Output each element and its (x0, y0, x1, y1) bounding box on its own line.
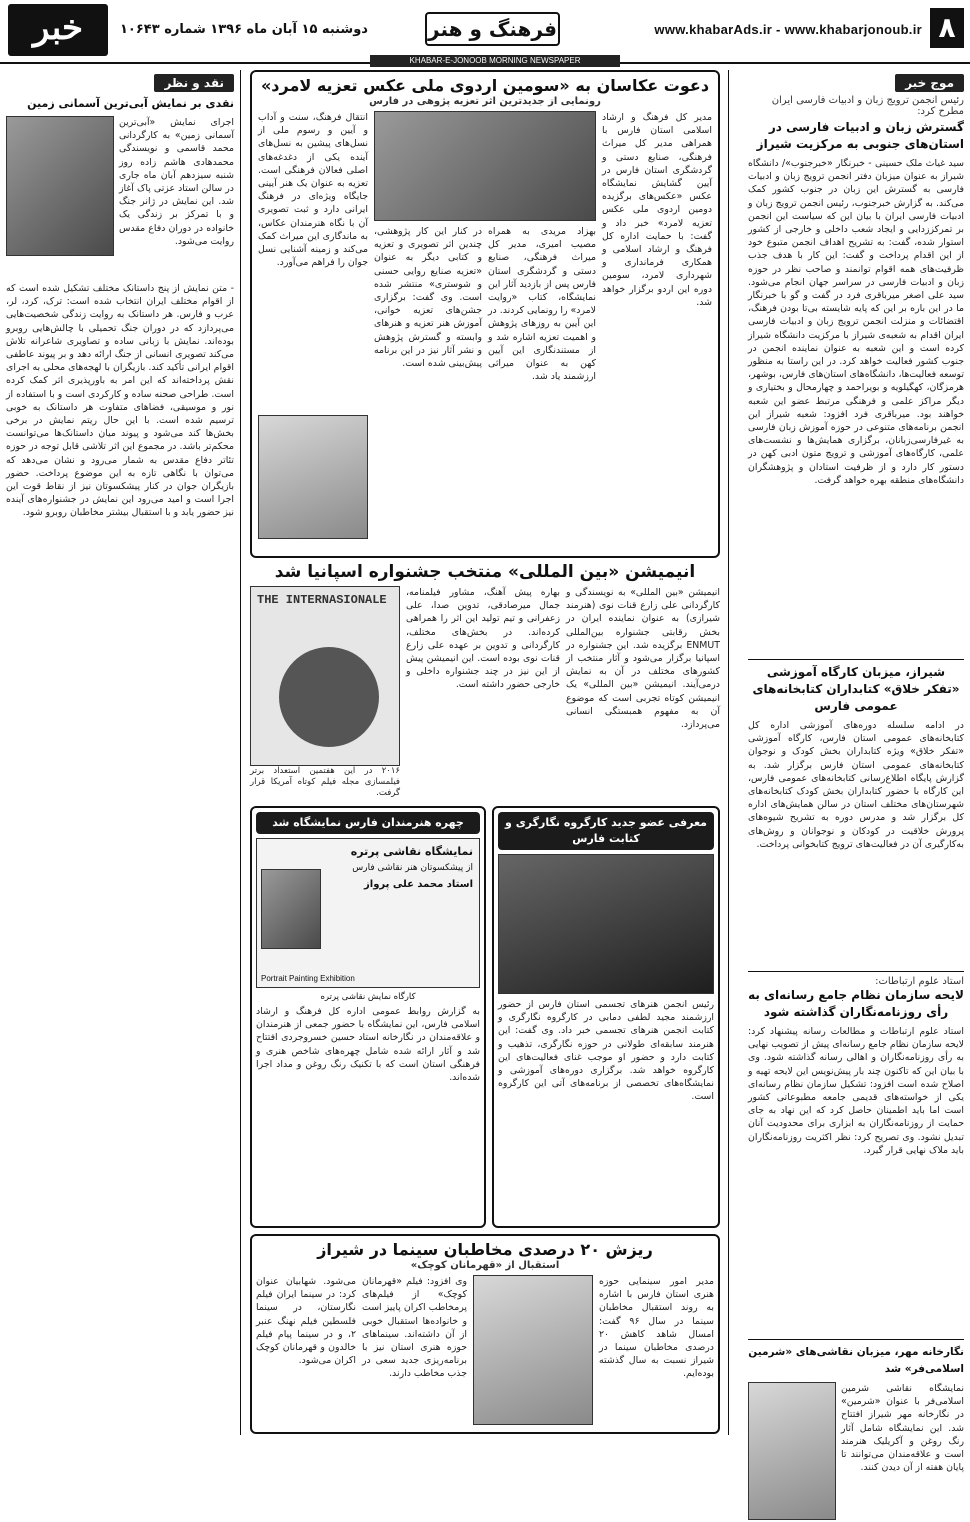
lead-group-photo (374, 111, 596, 221)
animation-headline: انیمیشن «بین المللی» منتخب جشنواره اسپانیا شد (274, 562, 696, 582)
poster-line2: از پیشکسوتان هنر نقاشی فارس (352, 863, 473, 873)
article-headline: گسترش زبان و ادبیات فارسی در استان‌های جنوبی به مرکزیت شیراز (756, 120, 964, 151)
cinema-headline: ریزش ۲۰ درصدی مخاطبان سینما در شیراز (317, 1240, 653, 1259)
lead-headline: دعوت عکاسان به «سومین اردوی ملی عکس تعزیه لامرد» (260, 76, 710, 95)
lead-body-d: انتقال فرهنگ، سنت و آداب و آیین و رسوم ملی از نسل‌های پیشین به نسل‌های آینده یکی از دغدغه‌های اصلی فعالان فرهنگی است. تعزیه به عنوان یک هنر آیینی جایگاه ویژه‌ای در فرهنگ ایرانی دارد و ثبت تصویری آن با نگاه هنرمندان عکاس، به ماندگاری این میراث کمک می‌کند و زمینه آشنایی نسل جوان را فراهم می‌آورد. (258, 112, 368, 269)
poster-english: Portrait Painting Exhibition (261, 974, 355, 983)
intro-title: معرفی عضو جدید کارگروه نگارگری و کتابت فارس (498, 812, 714, 850)
media-kicker: استاد علوم ارتباطات: (875, 976, 964, 987)
media-body: استاد علوم ارتباطات و مطالعات رسانه پیشنهاد کرد: لایحه سازمان نظام جامع رسانه‌ای پیش از تصویب نهایی به رأی روزنامه‌نگاران و اهالی رسانه گذاشته شود. وی با بیان این که تاکنون چند بار پیش‌نویس این لایحه تهیه و اصلاح شده است افزود: تشکیل سازمان نظام رسانه‌ای یکی از خواسته‌های قدیمی جامعه مطبوعاتی کشور است اما باید اطمینان حاصل کرد که این نهاد به جای حمایت از روزنامه‌نگاران به ابزاری برای محدودیت آنان تبدیل نشود. وی تصریح کرد: نظر اکثریت روزنامه‌نگاران باید ملاک نهایی قرار گیرد. (748, 1026, 964, 1156)
cinema-body-a: مدیر امور سینمایی حوزه هنری استان فارس با اشاره به روند استقبال مخاطبان سینما در سال ۹۶ گفت: امسال شاهد کاهش ۲۰ درصدی مخاطبان سینما در شیراز نسبت به سال گذشته بوده‌ایم. (599, 1276, 714, 1380)
portrait-thumb (261, 869, 321, 949)
workshop-headline: شیراز، میزبان کارگاه آموزشی «تفکر خلاق» کتابداران کتابخانه‌های عمومی فارس (752, 665, 960, 713)
right-column (748, 72, 964, 1474)
intro-body: رئیس انجمن هنرهای تجسمی استان فارس از حضور ارزشمند مجید لطفی دمابی در کارگروه نگارگری و کتابت انجمن هنرهای تجسمی خبر داد. وی گفت: این هنرمند سابقه‌ای طولانی در حوزه نگارگری، تذهیب و کتابت دارد و حضور او موجب غنای فعالیت‌های این کارگروه خواهد شد. برگزاری دوره‌های آموزشی و نمایشگاه‌های تخصصی از برنامه‌های آتی این کارگروه است. (498, 999, 714, 1103)
critique-body-b: - متن نمایش از پنج داستانک مختلف تشکیل شده است که از اقوام مختلف ایران انتخاب شده است: ترک، کرد، لر، عرب و فارس. هر داستانک به روایت زندگی شخصیت‌هایی می‌پردازد که در دوران جنگ تحمیلی با چالش‌هایی روبرو بوده‌اند. نمایش با زبانی ساده و تصاویری شاعرانه تلاش می‌کند تصویری انسانی از جنگ ارائه دهد و بر پیوند عاطفی اقوام ایرانی تأکید کند. بازیگران با لهجه‌های محلی به اجرای نقش پرداخته‌اند که این امر به باورپذیری اثر کمک کرده است. طراحی صحنه ساده و کارکردی است و با استفاده از نور و موسیقی، فضاهای متفاوت هر داستانک به خوبی ترسیم شده است. با این حال ریتم نمایش در برخی بخش‌ها کند می‌شود و پیوند میان داستانک‌ها می‌توانست محکم‌تر باشد. در مجموع این اثر تلاشی قابل توجه در حوزه تئاتر دفاع مقدس به شمار می‌رود و نشان می‌دهد که می‌توان با نگاهی تازه به این موضوع پرداخت. حضور بازیگران جوان در کنار پیشکسوتان نیز از نقاط قوت این اجرا است و امید می‌رود این نمایش در جشنواره‌های آینده نیز حضور یابد و با استقبال بیشتر مخاطبان روبرو شود. (6, 283, 234, 519)
media-headline: لایحه سازمان نظام جامع رسانه‌ای به رأی روزنامه‌نگاران گذاشته شود (748, 988, 964, 1019)
exhibition-poster (256, 838, 480, 988)
article-body: سید غیاث ملک حسینی - خبرنگار «خبرجنوب»/ دانشگاه شیراز به عنوان میزبان دفتر انجمن ترویج زبان و ادبیات فارسی به گسترش این زبان در جنوب کشور کمک می‌کند. به گزارش خبرجنوب، رئیس انجمن ترویج زبان و ادبیات فارسی ایران با بیان این که سیاست این انجمن بر تمرکززدایی و ایجاد شعب داخلی و خارجی از کشور استوار شده، گفت: به تشریح اهداف انجمن متبوع خود از این اقدام پرداخت و گفت: این کار با هدف جذب ظرفیت‌های همه اقوام توانمند و صاحب نظر در حوزه زبان و ادبیات فارسی در سراسر جهان انجام می‌شود. سید علی اصغر میرباقری فرد در گفت و گو با خبرنگار ما در این باره بر این که پایه شایسته بی‌تا بودن فرهنگ، اقتضائات و منزلت انجمن ترویج زبان و ادبیات فارسی ایران اقدام به شعبه‌ی شیراز با مرکزیت دانشگاه شیراز کرده است و این شعبه به عنوان نماینده انجمن در جنوب کشور فعالیت خواهد کرد. در این راستا به منظور توسعه فعالیت‌ها، دانشگاه‌های استان‌های فارس، بوشهر، هرمزگان، کهگیلویه و بویراحمد و چهارمحال و بختیاری و دیگر مراکز علمی و فرهنگی مرتبط عضو این شعبه خواهند بود. میرباقری فرد افزود: شعبه شیراز این انجمن برنامه‌های متنوعی در حوزه آموزش زبان فارسی به غیرفارسی‌زبانان، برگزاری همایش‌ها و نشست‌های علمی، کارگاه‌های آموزشی و ترویج متون ادبی کهن در دستور کار دارد و از ظرفیت استادان و پژوهشگران دانشگاه‌های منطقه بهره خواهد گرفت. (748, 158, 964, 486)
poster-line3: استاد محمد علی پرواز (364, 879, 473, 890)
english-strip: KHABAR-E-JONOOB MORNING NEWSPAPER (370, 55, 620, 67)
page-number: ۸ (930, 8, 964, 48)
exhibit-photo (748, 1382, 836, 1520)
painters-box (250, 806, 486, 1228)
lead-body-a: مدیر کل فرهنگ و ارشاد اسلامی استان فارس با همراهی مدیر کل میراث فرهنگی، صنایع دستی و گردشگری استان فارس در آیین گشایش نمایشگاه عکس «عکس‌های برگزیده دومین اردوی ملی عکس تعزیه لامرد» خبر داد و گفت: با حمایت اداره کل فرهنگ و ارشاد اسلامی و همکاری فرمانداری و شهرداری لامرد، سومین دوره این اردو برگزار خواهد شد. (602, 112, 712, 308)
cinema-poster (473, 1275, 593, 1425)
animation-story (250, 562, 720, 802)
exhibit-body: نمایشگاه نقاشی شرمین اسلامی‌فر با عنوان «شرمین» در نگارخانه مهر شیراز افتتاح شد. این نمایشگاه شامل آثار رنگ روغن و آکریلیک هنرمند است و علاقه‌مندان می‌توانند تا پایان هفته از آن دیدن کنند. (841, 1383, 964, 1474)
painters-body: به گزارش روابط عمومی اداره کل فرهنگ و ارشاد اسلامی فارس، این نمایشگاه با حضور جمعی از هنرمندان و علاقه‌مندان در نگارخانه استاد حسین خسروجردی افتتاح شد و آثار ارائه شده شامل چهره‌های شاخص هنری و فرهنگی استان است که با تکنیک رنگ روغن و مداد اجرا شده‌اند. (256, 1006, 480, 1084)
film-poster (250, 586, 400, 766)
lead-story-box (250, 70, 720, 558)
lead-body-c: در کنار این کار پژوهشی، چندین اثر تصویری و تعزیه و کتابی دیگر به عنوان «تعزیه صنایع روایی حسنی و شوستری» منتشر شده است. وی گفت: برگزاری جشن‌های تعزیه خوانی، آموزش هنر تعزیه و هنرهای وابسته و گسترش پژوهش و نشر آثار نیز در این برنامه پیش‌بینی شده است. (374, 226, 482, 370)
cinema-kicker: استقبال از «قهرمانان کوچک» (410, 1260, 560, 1271)
poster-title: THE INTERNASIONALE (257, 593, 387, 607)
cinema-box (250, 1234, 720, 1434)
poster-caption: ۲۰۱۶ در این هفتمین استعداد برتر فیلمسازی مجله فیلم کوتاه آمریکا قرار گرفت. (250, 766, 400, 798)
poster-line1: نمایشگاه نقاشی پرتره (350, 845, 473, 858)
critique-body-a: اجرای نمایش «آبی‌ترین آسمانی زمین» به کارگردانی محمد قاسمی و نویسندگی محمدهادی هاشم زاده روز شنبه سیزدهم آبان ماه جاری در سالن استاد عزتی پاک آغاز شد. این نمایش در ژانر جنگ و با تمرکز بر زندگی یک خانواده در دوران دفاع مقدس روایت می‌شود. (119, 117, 234, 247)
cinema-body-c: می‌شود. شهابیان عنوان کرد: در سینما ایران فیلم نگارستان، در سینما فلسطین فیلم نهنگ عنبر ۲، و در سینما پیام فیلم خالدون و قهرمانان کوچک اکران می‌شود. (256, 1276, 356, 1367)
section-title: فرهنگ و هنر (425, 12, 560, 46)
animation-body-b: بهاره پیش آهنگ، مشاور فیلمنامه، جمال میرصادقی، تدوین صدا، علی زعفرانی و تیم تولید این اثر را همراهی کرده‌اند. در بخش‌های مختلف، کارگردانی و تدوین بر عهده علی زارع قنات نوی بوده است. این انیمیشن پیش از این نیز در چند جشنواره داخلی و خارجی حضور داشته است. (406, 587, 560, 691)
critique-column (6, 72, 234, 1434)
site-urls[interactable]: www.khabarAds.ir - www.khabarjonoub.ir (654, 22, 922, 37)
dateline: دوشنبه ۱۵ آبان ماه ۱۳۹۶ شماره ۱۰۶۴۳ (120, 22, 368, 37)
column-rule (728, 70, 729, 1435)
intro-box (492, 806, 720, 1228)
lead-kicker: رونمایی از جدیدترین اثر تعزیه پژوهی در فارس (369, 96, 601, 107)
masthead (0, 0, 970, 64)
painters-caption: کارگاه نمایش نقاشی پرتره (320, 992, 416, 1002)
lead-side-photo (258, 415, 368, 539)
animation-body-a: انیمیشن «بین المللی» به نویسندگی و کارگردانی علی زارع قنات نوی (هنرمند شیرازی) به عنوان نماینده ایران در بخش رقابتی جشنواره بین‌المللی ENMUT برگزیده شد. این جشنواره در اسپانیا برگزار می‌شود و آثار منتخب از کشورهای مختلف در آن به نمایش درمی‌آیند. انیمیشن «بین المللی» یک انیمیشن کوتاه تجربی است که موضوع آن به مفهوم همبستگی انسانی می‌پردازد. (566, 587, 720, 731)
theater-photo (6, 116, 114, 256)
cinema-body-b: وی افزود: فیلم «قهرمانان کوچک» از فیلم‌های پرمخاطب اکران پاییز است و خانواده‌ها استقبال خوبی از آن داشته‌اند. سینماهای حوزه هنری استان نیز با برنامه‌ریزی جدید سعی در جذب مخاطب دارند. (362, 1276, 467, 1380)
critique-headline: نقدی بر نمایش آبی‌ترین آسمانی زمین (27, 97, 234, 110)
exhibit-headline: نگارخانه مهر، میزبان نقاشی‌های «شرمین اسلامی‌فر» شد (748, 1346, 964, 1375)
poster-circle (279, 647, 379, 747)
lead-body-b: بهزاد مریدی به همراه مصیب امیری، مدیر کل میراث فرهنگی، صنایع دستی و گردشگری استان فارس پس از بازدید آثار این نمایشگاه، کتاب «روایت لامرد» را رونمایی کردند. در این آیین به روزهای پژوهش و اهمیت تعزیه اشاره شد و از مستندنگاری این آیین کهن به عنوان میراثی ارزشمند یاد شد. (488, 226, 596, 383)
critique-tag: نقد و نظر (154, 74, 234, 92)
intro-photo (498, 854, 714, 994)
newspaper-logo: خبر (8, 4, 108, 56)
article-kicker: رئیس انجمن ترویج زبان و ادبیات فارسی ایران مطرح کرد: (771, 95, 964, 117)
column-rule (240, 70, 241, 1435)
section-tag: موج خبر (895, 74, 964, 92)
workshop-body: در ادامه سلسله دوره‌های آموزشی اداره کل کتابخانه‌های عمومی استان فارس، کارگاه آموزشی «تفکر خلاق» ویژه کتابداران بخش کودک و نوجوان کتابخانه‌های عمومی استان فارس برگزار شد. به گزارش پایگاه اطلاع‌رسانی کتابخانه‌های عمومی فارس، این کارگاه با حضور کتابداران بخش کودک کتابخانه‌های شهرستان‌های مختلف استان در سالن همایش‌های اداره کل برگزار شد و مدرس دوره به تشریح شیوه‌های پرورش خلاقیت در کودکان و نوجوانان و روش‌های به‌کارگیری آن در فعالیت‌های ترویج کتابخوانی پرداخت. (748, 720, 964, 850)
painters-title: چهره هنرمندان فارس نمایشگاه شد (256, 812, 480, 834)
